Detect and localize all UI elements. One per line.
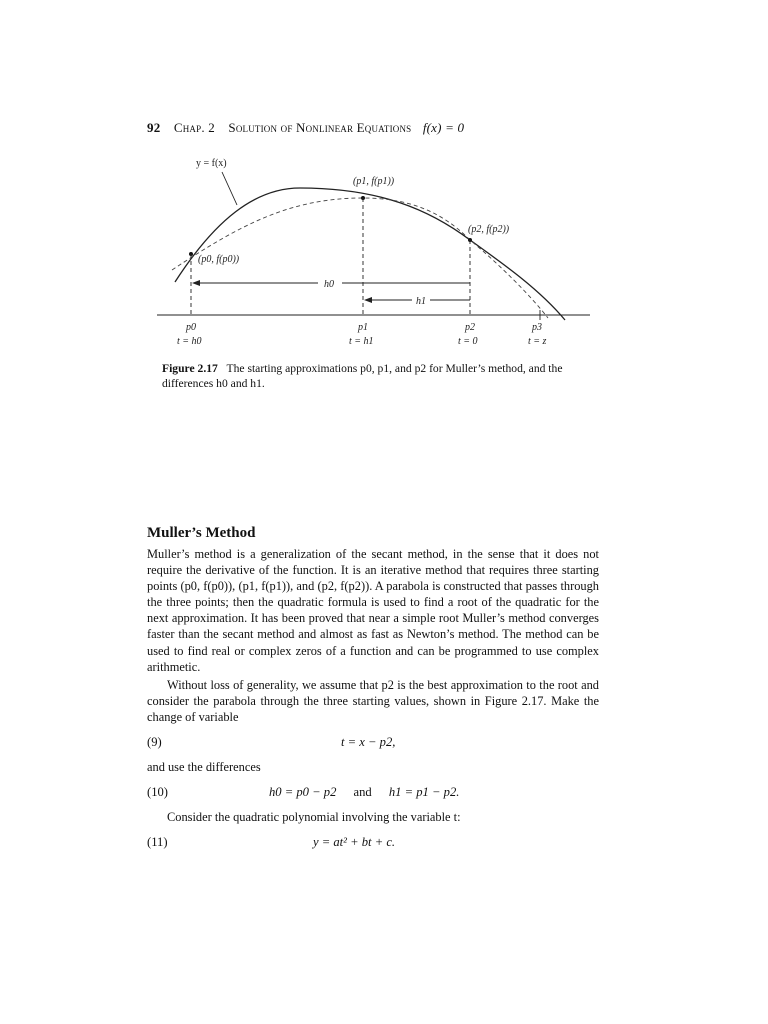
t-label-p0: t = h0 (177, 336, 202, 347)
section-title: Muller’s Method (147, 525, 256, 541)
h0-label: h0 (324, 279, 334, 290)
equation-10 (147, 785, 599, 803)
axis-label-p1: p1 (358, 322, 368, 333)
curve-pointer (222, 172, 237, 205)
t-label-p3: t = z (528, 336, 547, 347)
page-number: 92 (147, 120, 161, 135)
h1-label: h1 (416, 296, 426, 307)
use-differences-text: and use the differences (147, 760, 261, 774)
paragraph-1: Muller’s method is a generalization of the secant method, in the sense that it does not require the derivative of the function. It is an iterative method that requires three starting points (p0, f(p0)), (p1, f(p1)), and (p2, f(p2)). A parabola is constructed that passes through the three points; then the quadratic formula is used to find a root of the quadratic for the next approximation. It has been proved that near a simple root Muller’s method converges faster than the secant method and almost as fast as Newton’s method. The method can be used to find real or complex zeros of a function and can be programmed to use complex arithmetic. (147, 547, 599, 674)
h0-arrow-head (192, 280, 200, 286)
equation-10-right: h1 = p1 − p2. (388, 785, 460, 799)
equation-10-and: and (353, 785, 372, 799)
caption-text: The starting approximations p0, p1, and p2 for Muller’s method, and the differences h0 and h1. (162, 362, 563, 390)
equation-9 (147, 735, 599, 753)
t-label-p2: t = 0 (458, 336, 478, 347)
t-label-p1: t = h1 (349, 336, 374, 347)
equation-9-number: (9) (147, 735, 162, 749)
equation-11-body: y = at² + bt + c. (313, 835, 396, 849)
chapter-title: Solution of Nonlinear Equations (228, 120, 412, 135)
curve-label: y = f(x) (196, 158, 227, 169)
equation-10-left: h0 = p0 − p2 (269, 785, 337, 799)
chapter-label: Chap. 2 (173, 120, 215, 135)
equation-10-body (269, 785, 459, 800)
axis-label-p0: p0 (186, 322, 196, 333)
h1-arrow-head (364, 297, 372, 303)
equation-10-number: (10) (147, 785, 168, 799)
equation-11-number: (11) (147, 835, 168, 849)
equation-11 (147, 835, 599, 853)
header-equation: f(x) = 0 (422, 120, 465, 135)
figure-number: Figure 2.17 (162, 362, 218, 375)
label-p2f: (p2, f(p2)) (468, 224, 510, 235)
equation-9-body: t = x − p2, (341, 735, 396, 749)
axis-label-p3: p3 (532, 322, 542, 333)
consider-text: Consider the quadratic polynomial involving the variable t: (167, 810, 461, 824)
paragraph-2: Without loss of generality, we assume that p2 is the best approximation to the root and consider the parabola through the three starting values, shown in Figure 2.17. Make the change of variable (147, 678, 599, 725)
axis-label-p2: p2 (465, 322, 475, 333)
label-p1f: (p1, f(p1)) (353, 176, 395, 187)
muller-figure (0, 0, 768, 360)
figure-caption (162, 361, 602, 391)
label-p0f: (p0, f(p0)) (198, 254, 240, 265)
